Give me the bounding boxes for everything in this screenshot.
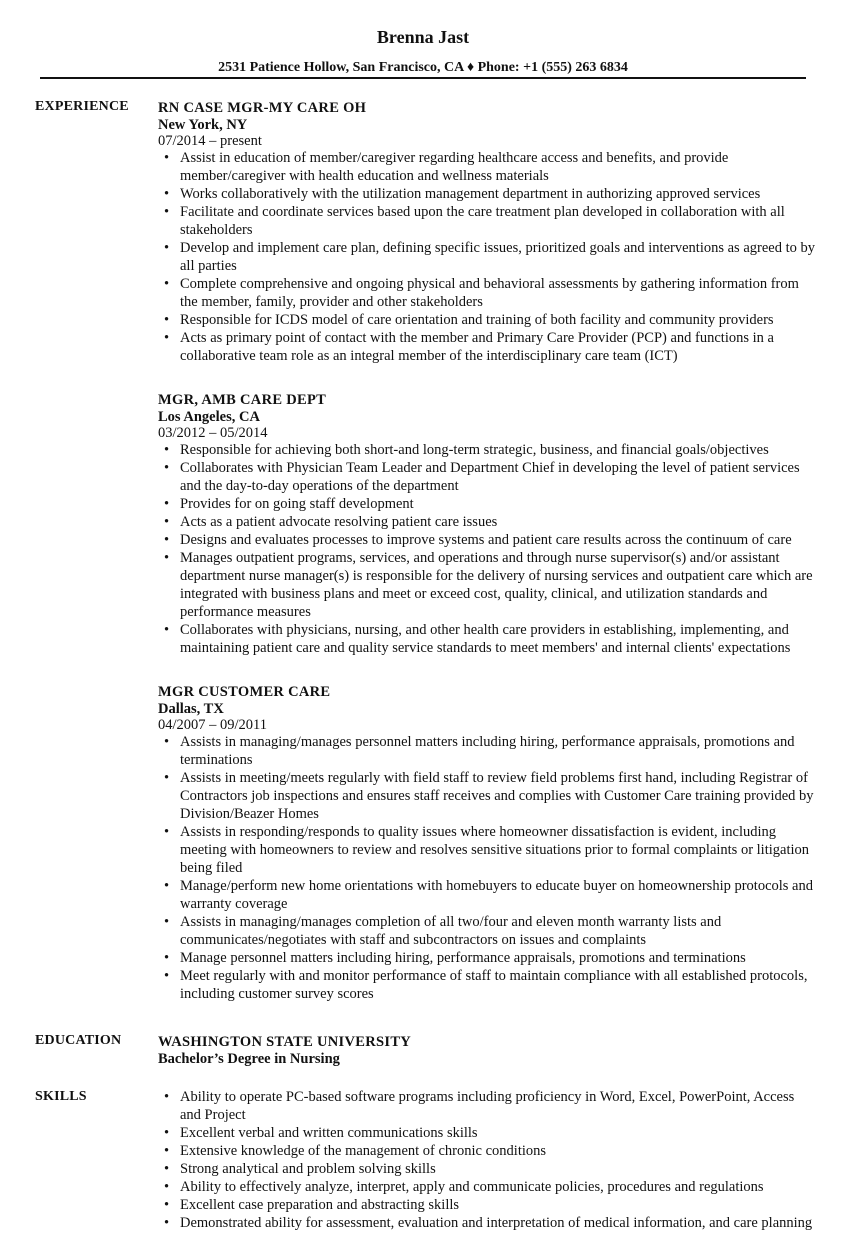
list-item: • Designs and evaluates processes to improve systems and patient care results across the continuum of care: [180, 531, 818, 549]
list-item: • Complete comprehensive and ongoing physical and behavioral assessments by gathering information from the member, family, provider and other stakeholders: [180, 275, 818, 311]
list-item: • Collaborates with Physician Team Leader and Department Chief in developing the level of patient services and the day-to-day operations of the department: [180, 459, 818, 495]
list-item: • Acts as a patient advocate resolving patient care issues: [180, 513, 818, 531]
section-label-skills: SKILLS: [35, 1089, 87, 1104]
resume-name: Brenna Jast: [376, 27, 470, 47]
list-item: • Excellent case preparation and abstracting skills: [180, 1196, 818, 1214]
list-item: • Assists in managing/manages completion of all two/four and eleven month warranty lists and communicates/negotiates with staff and subcontractors on issues and complaints: [180, 913, 818, 949]
list-item: • Provides for on going staff development: [180, 495, 818, 513]
list-item: • Works collaboratively with the utilization management department in authorizing approved services: [180, 185, 818, 203]
section-label-experience: EXPERIENCE: [35, 99, 129, 114]
list-item: • Meet regularly with and monitor performance of staff to maintain compliance with all established protocols, including customer survey scores: [180, 967, 818, 1003]
list-item: • Demonstrated ability for assessment, evaluation and interpretation of medical information, and care planning: [180, 1214, 818, 1232]
job-title: RN CASE MGR-MY CARE OH: [158, 100, 367, 116]
list-item: • Ability to operate PC-based software programs including proficiency in Word, Excel, PowerPoint, Access and Project: [180, 1088, 818, 1124]
list-item: • Assists in responding/responds to quality issues where homeowner dissatisfaction is evident, including meeting with homeowners to review and resolves sensitive situations prior to formal complaints or litigation being filed: [180, 823, 818, 877]
skills-list: [158, 1088, 818, 1232]
list-item: • Acts as primary point of contact with the member and Primary Care Provider (PCP) and functions in a collaborative team role as an integral member of the interdisciplinary care team (ICT): [180, 329, 818, 365]
experience-entry: [158, 391, 818, 657]
degree: Bachelor’s Degree in Nursing: [158, 1051, 340, 1067]
job-title: MGR, AMB CARE DEPT: [158, 392, 327, 408]
job-dates: 07/2014 – present: [158, 133, 262, 149]
list-item: • Assists in managing/manages personnel matters including hiring, performance appraisals, promotions and terminations: [180, 733, 818, 769]
list-item: • Manages outpatient programs, services, and operations and through nurse supervisor(s) and/or assistant department nurse manager(s) is responsible for the delivery of nursing services and outpatient care which are integrated with business plans and meet or exceed cost, quality, clinical, and utilization standards and performance measures: [180, 549, 818, 621]
education-entry: [158, 1033, 818, 1068]
list-item: • Assist in education of member/caregiver regarding healthcare access and benefits, and provide member/caregiver with health education and wellness materials: [180, 149, 818, 185]
header-divider: [40, 77, 806, 79]
list-item: • Develop and implement care plan, defining specific issues, prioritized goals and interventions as agreed to by all parties: [180, 239, 818, 275]
list-item: • Responsible for achieving both short-and long-term strategic, business, and financial goals/objectives: [180, 441, 818, 459]
list-item: • Responsible for ICDS model of care orientation and training of both facility and community providers: [180, 311, 818, 329]
list-item: • Strong analytical and problem solving skills: [180, 1160, 818, 1178]
job-location: Los Angeles, CA: [158, 409, 260, 425]
experience-entry: [158, 683, 818, 1003]
list-item: • Excellent verbal and written communications skills: [180, 1124, 818, 1142]
experience-entry: [158, 99, 818, 365]
list-item: • Facilitate and coordinate services based upon the care treatment plan developed in collaboration with all stakeholders: [180, 203, 818, 239]
section-label-education: EDUCATION: [35, 1033, 122, 1048]
job-duties-list: [158, 733, 818, 1003]
list-item: • Manage/perform new home orientations with homebuyers to educate buyer on homeownership protocols and warranty coverage: [180, 877, 818, 913]
list-item: • Ability to effectively analyze, interpret, apply and communicate policies, procedures and regulations: [180, 1178, 818, 1196]
job-duties-list: [158, 149, 818, 365]
job-duties-list: [158, 441, 818, 657]
list-item: • Manage personnel matters including hiring, performance appraisals, promotions and terminations: [180, 949, 818, 967]
job-title: MGR CUSTOMER CARE: [158, 684, 331, 700]
list-item: • Assists in meeting/meets regularly with field staff to review field problems first hand, including Registrar of Contractors job inspections and ensures staff receives and complies with Customer Care training provided by Division/Beazer Homes: [180, 769, 818, 823]
job-dates: 03/2012 – 05/2014: [158, 425, 268, 441]
contact-line: 2531 Patience Hollow, San Francisco, CA ♦ Phone: +1 (555) 263 6834: [218, 60, 628, 75]
job-location: New York, NY: [158, 117, 248, 133]
skills-entry: [158, 1088, 818, 1232]
list-item: • Extensive knowledge of the management of chronic conditions: [180, 1142, 818, 1160]
job-dates: 04/2007 – 09/2011: [158, 717, 268, 733]
job-location: Dallas, TX: [158, 701, 224, 717]
list-item: • Collaborates with physicians, nursing, and other health care providers in establishing, implementing, and maintaining patient care and quality service standards to meet members' and internal clients' expectations: [180, 621, 818, 657]
school-name: WASHINGTON STATE UNIVERSITY: [158, 1034, 412, 1050]
